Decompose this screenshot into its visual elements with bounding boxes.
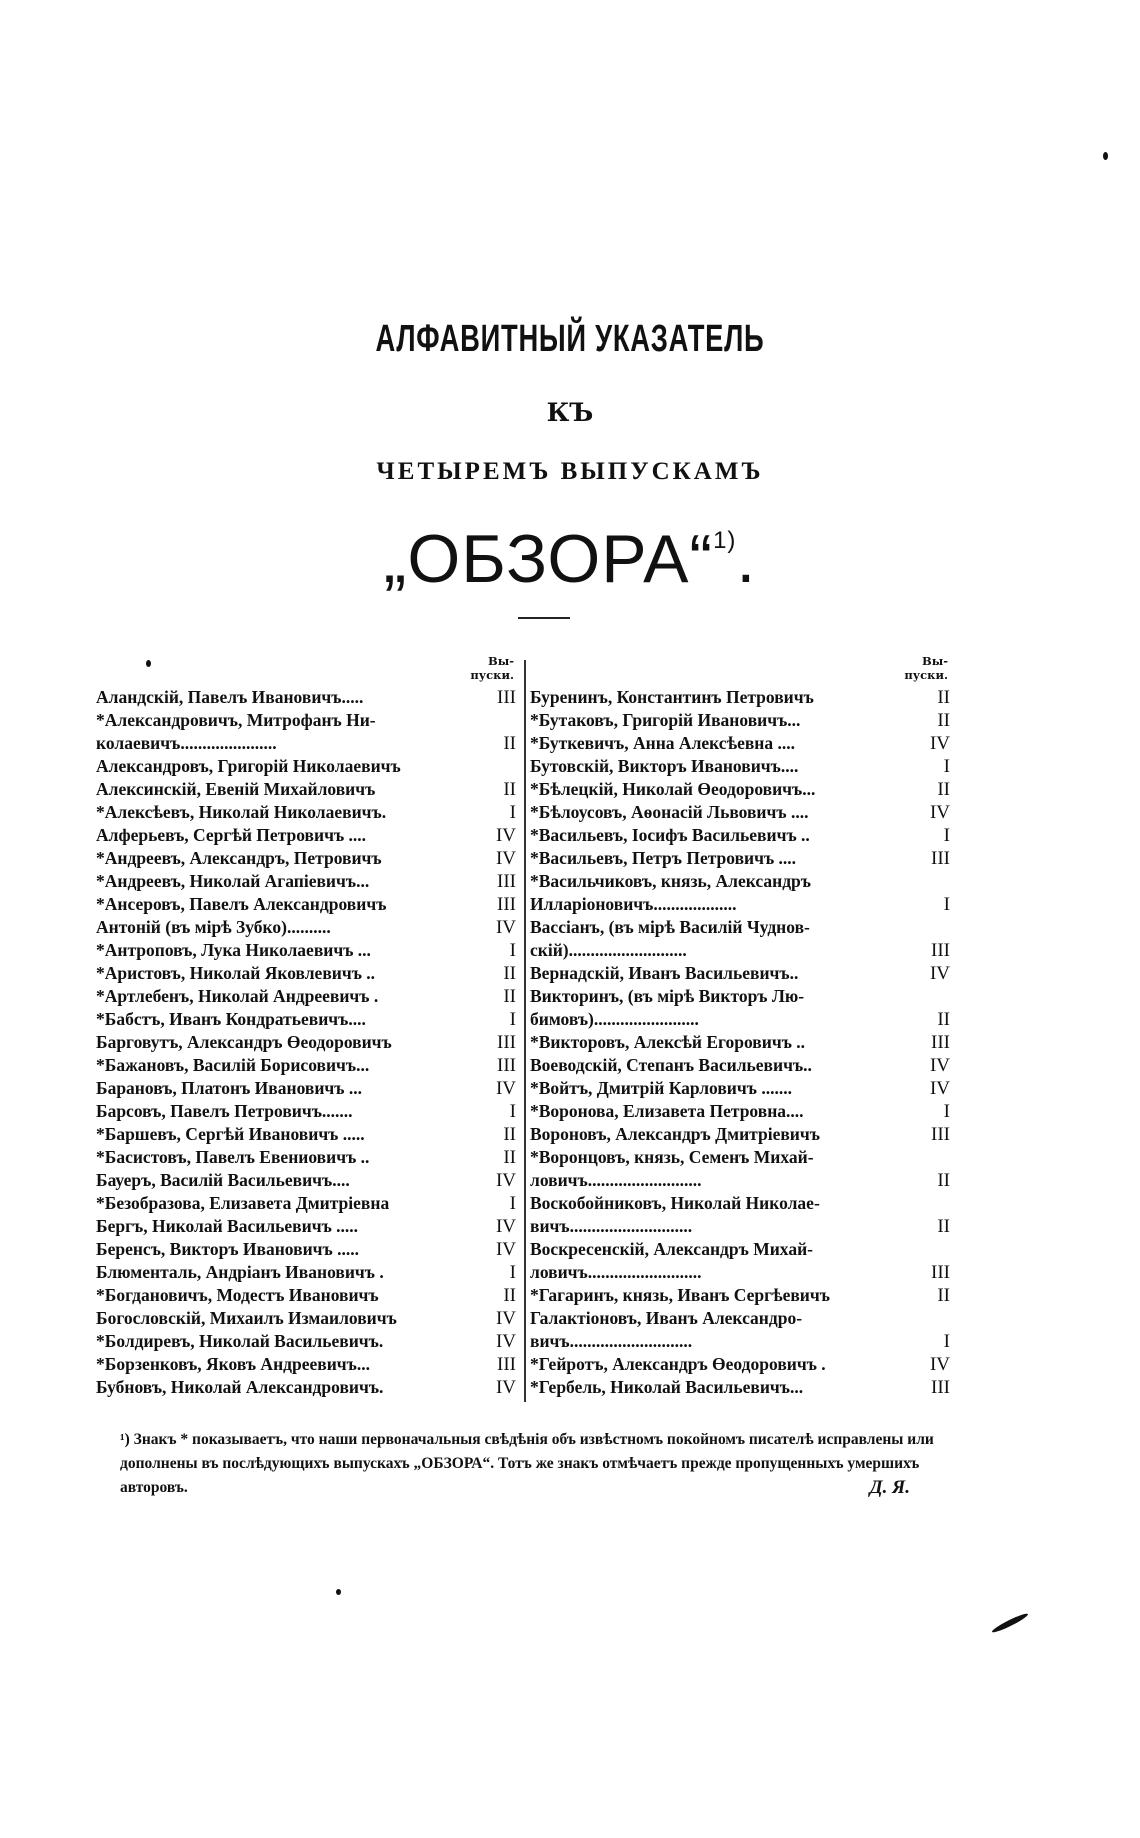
entry-volume: IV: [495, 848, 516, 869]
entry-name: *Войтъ, Дмитрій Карловичъ .......: [530, 1078, 792, 1098]
entry-name: Беренсъ, Викторъ Ивановичъ .....: [96, 1239, 359, 1259]
entry-volume: IV: [929, 1078, 950, 1099]
index-entry: [96, 1008, 516, 1031]
entry-volume: II: [937, 687, 950, 708]
index-entry: [530, 916, 950, 939]
entry-volume: III: [497, 894, 516, 915]
entry-volume: II: [503, 1285, 516, 1306]
entry-volume: III: [497, 1055, 516, 1076]
entry-volume: II: [937, 1285, 950, 1306]
entry-name: вичъ............................: [530, 1216, 693, 1236]
index-entry: [530, 1008, 950, 1031]
index-entry: [96, 1077, 516, 1100]
index-entry: [96, 778, 516, 801]
entry-name: *Антроповъ, Лука Николаевичъ ...: [96, 940, 371, 960]
entry-name: вичъ............................: [530, 1331, 693, 1351]
page-subtitle: ЧЕТЫРЕМЪ ВЫПУСКАМЪ: [376, 458, 764, 485]
entry-name: *Буткевичъ, Анна Алексѣевна ....: [530, 733, 795, 753]
index-entry: [96, 1054, 516, 1077]
index-entry: [96, 1376, 516, 1399]
entry-name: Галактіоновъ, Иванъ Александро-: [530, 1308, 803, 1328]
index-entry: [530, 870, 950, 893]
index-entry: [530, 801, 950, 824]
scan-speck: [336, 1589, 341, 1595]
entry-name: Воскобойниковъ, Николай Николае-: [530, 1193, 820, 1213]
index-entry: [96, 709, 516, 732]
entry-name: Александровъ, Григорій Николаевичъ: [96, 756, 401, 776]
index-entry: [530, 1353, 950, 1376]
entry-volume: I: [509, 1193, 516, 1214]
entry-name: *Бажановъ, Василій Борисовичъ...: [96, 1055, 370, 1075]
entry-volume: IV: [495, 917, 516, 938]
entry-volume: IV: [495, 1239, 516, 1260]
scan-speck: [146, 660, 151, 667]
footnote-body: ¹) Знакъ * показываетъ, что наши первоначальныя свѣдѣнія объ извѣстномъ покойномъ писателѣ исправлены или дополнены въ послѣдующихъ выпускахъ „ОБЗОРА“. Тотъ же знакъ отмѣчаетъ прежде пропущенныхъ умершихъ авторовъ.: [120, 1431, 934, 1496]
index-entry: [530, 985, 950, 1008]
entry-volume: II: [503, 1147, 516, 1168]
index-entry: [96, 801, 516, 824]
entry-volume: II: [937, 1170, 950, 1191]
index-entry: [530, 1123, 950, 1146]
entry-name: *Воронова, Елизавета Петровна....: [530, 1101, 804, 1121]
entry-name: Алферьевъ, Сергѣй Петровичъ ....: [96, 825, 367, 845]
index-entry: [96, 962, 516, 985]
entry-volume: I: [509, 940, 516, 961]
entry-volume: IV: [929, 1354, 950, 1375]
index-entry: [96, 1146, 516, 1169]
entry-name: ловичъ..........................: [530, 1170, 702, 1190]
entry-volume: III: [931, 1377, 950, 1398]
column-divider: [524, 660, 526, 1402]
index-entry: [96, 824, 516, 847]
entry-volume: III: [931, 1124, 950, 1145]
entry-name: *Воронцовъ, князь, Семенъ Михай-: [530, 1147, 814, 1167]
entry-name: скій)...........................: [530, 940, 687, 960]
entry-volume: IV: [495, 1170, 516, 1191]
entry-name: Викторинъ, (въ мірѣ Викторъ Лю-: [530, 986, 805, 1006]
index-entry: [96, 1238, 516, 1261]
index-entry: [530, 939, 950, 962]
entry-name: *Васильевъ, Іосифъ Васильевичъ ..: [530, 825, 810, 845]
entry-name: Вороновъ, Александръ Дмитріевичъ: [530, 1124, 820, 1144]
entry-volume: III: [931, 1032, 950, 1053]
entry-volume: III: [497, 1032, 516, 1053]
index-entry: [96, 893, 516, 916]
index-entry: [96, 1100, 516, 1123]
footnote-marker: 1): [713, 527, 737, 555]
index-entry: [530, 1307, 950, 1330]
index-list-left: [96, 686, 516, 1399]
entry-name: *Васильчиковъ, князь, Александръ: [530, 871, 811, 891]
index-entry: [96, 1307, 516, 1330]
index-entry: [96, 686, 516, 709]
index-entry: [530, 893, 950, 916]
title-preposition: КЪ: [546, 398, 594, 427]
entry-volume: I: [943, 1101, 950, 1122]
entry-volume: II: [503, 986, 516, 1007]
index-entry: [530, 1330, 950, 1353]
index-entry: [530, 1146, 950, 1169]
entry-name: *Борзенковъ, Яковъ Андреевичъ...: [96, 1354, 371, 1374]
entry-name: *Бѣлоусовъ, Аѳонасій Львовичъ ....: [530, 802, 809, 822]
entry-volume: III: [931, 940, 950, 961]
work-title: [0, 520, 1140, 598]
index-entry: [530, 1284, 950, 1307]
entry-name: Антоній (въ мірѣ Зубко)..........: [96, 917, 331, 937]
entry-name: *Бутаковъ, Григорій Ивановичъ...: [530, 710, 801, 730]
scan-speck: [991, 1611, 1029, 1635]
entry-name: *Андреевъ, Александръ, Петровичъ: [96, 848, 382, 868]
entry-name: Воскресенскій, Александръ Михай-: [530, 1239, 813, 1259]
index-entry: [530, 847, 950, 870]
entry-name: Воеводскій, Степанъ Васильевичъ..: [530, 1055, 812, 1075]
index-entry: [96, 1123, 516, 1146]
entry-volume: IV: [929, 1055, 950, 1076]
footnote-text: [120, 1428, 940, 1500]
entry-name: *Баршевъ, Сергѣй Ивановичъ .....: [96, 1124, 365, 1144]
index-entry: [96, 847, 516, 870]
entry-volume: IV: [929, 802, 950, 823]
index-entry: [530, 1192, 950, 1215]
entry-name: Барсовъ, Павелъ Петровичъ.......: [96, 1101, 353, 1121]
entry-volume: IV: [495, 1216, 516, 1237]
entry-volume: I: [943, 894, 950, 915]
entry-name: *Аристовъ, Николай Яковлевичъ ..: [96, 963, 376, 983]
entry-name: *Ансеровъ, Павелъ Александровичъ: [96, 894, 387, 914]
scan-speck: [1103, 152, 1108, 160]
index-entry: [96, 1215, 516, 1238]
entry-name: Алексинскій, Евеній Михайловичъ: [96, 779, 376, 799]
index-entry: [530, 778, 950, 801]
entry-volume: II: [503, 963, 516, 984]
entry-name: *Васильевъ, Петръ Петровичъ ....: [530, 848, 797, 868]
index-entry: [530, 1376, 950, 1399]
entry-name: Вернадскій, Иванъ Васильевичъ..: [530, 963, 799, 983]
entry-volume: III: [931, 848, 950, 869]
index-entry: [530, 962, 950, 985]
entry-volume: IV: [929, 733, 950, 754]
entry-name: Вассіанъ, (въ мірѣ Василій Чуднов-: [530, 917, 810, 937]
index-entry: [96, 1169, 516, 1192]
page-title: АЛФАВИТНЫЙ УКАЗАТЕЛЬ: [375, 318, 765, 360]
index-entry: [530, 1054, 950, 1077]
index-entry: [530, 686, 950, 709]
entry-name: Богословскій, Михаилъ Измаиловичъ: [96, 1308, 397, 1328]
entry-volume: IV: [495, 1331, 516, 1352]
index-column-right: [530, 654, 950, 1399]
entry-name: *Алексѣевъ, Николай Николаевичъ.: [96, 802, 387, 822]
index-entry: [530, 1215, 950, 1238]
entry-volume: II: [937, 1216, 950, 1237]
entry-name: *Басистовъ, Павелъ Евениовичъ ..: [96, 1147, 370, 1167]
entry-name: бимовъ)........................: [530, 1009, 699, 1029]
entry-name: Бутовскій, Викторъ Ивановичъ....: [530, 756, 799, 776]
entry-name: Барановъ, Платонъ Ивановичъ ...: [96, 1078, 362, 1098]
entry-volume: I: [943, 756, 950, 777]
index-entry: [96, 1261, 516, 1284]
footnote-signature: Д. Я.: [869, 1477, 910, 1498]
entry-volume: III: [931, 1262, 950, 1283]
work-title-period: .: [736, 521, 757, 597]
entry-volume: I: [509, 1009, 516, 1030]
index-entry: [530, 1077, 950, 1100]
entry-volume: IV: [495, 825, 516, 846]
entry-volume: III: [497, 1354, 516, 1375]
entry-name: *Бѣлецкій, Николай Өеодоровичъ...: [530, 779, 816, 799]
entry-name: колаевичъ......................: [96, 733, 277, 753]
index-entry: [530, 1100, 950, 1123]
index-entry: [96, 870, 516, 893]
entry-volume: II: [503, 733, 516, 754]
entry-name: *Болдиревъ, Николай Васильевичъ.: [96, 1331, 384, 1351]
entry-volume: I: [509, 1262, 516, 1283]
index-list-right: [530, 686, 950, 1399]
column-header-left: Вы- пуски.: [470, 654, 514, 682]
work-name: „ОБЗОРА“: [383, 521, 714, 597]
index-column-left: [96, 654, 516, 1399]
entry-name: Барговутъ, Александръ Өеодоровичъ: [96, 1032, 392, 1052]
index-entry: [96, 985, 516, 1008]
entry-volume: IV: [495, 1377, 516, 1398]
entry-name: Буренинъ, Константинъ Петровичъ: [530, 687, 814, 707]
index-entry: [530, 1031, 950, 1054]
entry-name: *Артлебенъ, Николай Андреевичъ .: [96, 986, 379, 1006]
index-entry: [96, 1031, 516, 1054]
entry-name: Бубновъ, Николай Александровичъ.: [96, 1377, 384, 1397]
index-entry: [96, 732, 516, 755]
entry-volume: I: [943, 825, 950, 846]
entry-name: *Викторовъ, Алексѣй Егоровичъ ..: [530, 1032, 806, 1052]
entry-volume: IV: [495, 1308, 516, 1329]
entry-name: Илларіоновичъ...................: [530, 894, 737, 914]
index-entry: [96, 939, 516, 962]
entry-volume: II: [937, 779, 950, 800]
index-entry: [96, 1284, 516, 1307]
entry-name: Аландскій, Павелъ Ивановичъ.....: [96, 687, 364, 707]
entry-name: Бергъ, Николай Васильевичъ .....: [96, 1216, 359, 1236]
index-entry: [96, 1353, 516, 1376]
entry-name: Бауеръ, Василій Васильевичъ....: [96, 1170, 350, 1190]
entry-volume: II: [937, 1009, 950, 1030]
entry-volume: III: [497, 871, 516, 892]
index-entry: [530, 732, 950, 755]
entry-volume: IV: [495, 1078, 516, 1099]
entry-volume: I: [509, 1101, 516, 1122]
entry-volume: II: [503, 1124, 516, 1145]
index-entry: [96, 916, 516, 939]
title-rule: [518, 617, 570, 619]
entry-volume: I: [943, 1331, 950, 1352]
entry-volume: III: [497, 687, 516, 708]
entry-volume: IV: [929, 963, 950, 984]
index-entry: [530, 1261, 950, 1284]
entry-volume: II: [937, 710, 950, 731]
entry-name: *Безобразова, Елизавета Дмитріевна: [96, 1193, 390, 1213]
index-entry: [530, 1238, 950, 1261]
entry-name: *Богдановичъ, Модестъ Ивановичъ: [96, 1285, 379, 1305]
entry-name: *Гейротъ, Александръ Өеодоровичъ .: [530, 1354, 826, 1374]
index-entry: [96, 1330, 516, 1353]
column-header-right: Вы- пуски.: [904, 654, 948, 682]
entry-name: ловичъ..........................: [530, 1262, 702, 1282]
footnote: [120, 1428, 940, 1500]
index-entry: [530, 824, 950, 847]
entry-name: *Александровичъ, Митрофанъ Ни-: [96, 710, 376, 730]
entry-name: *Гагаринъ, князь, Иванъ Сергѣевичъ: [530, 1285, 830, 1305]
entry-name: Блюменталь, Андріанъ Ивановичъ .: [96, 1262, 384, 1282]
entry-name: *Андреевъ, Николай Агапіевичъ...: [96, 871, 370, 891]
index-entry: [530, 709, 950, 732]
index-entry: [530, 1169, 950, 1192]
entry-volume: II: [503, 779, 516, 800]
index-entry: [96, 755, 516, 778]
entry-volume: I: [509, 802, 516, 823]
index-entry: [96, 1192, 516, 1215]
index-entry: [530, 755, 950, 778]
entry-name: *Гербель, Николай Васильевичъ...: [530, 1377, 804, 1397]
entry-name: *Бабстъ, Иванъ Кондратьевичъ....: [96, 1009, 366, 1029]
